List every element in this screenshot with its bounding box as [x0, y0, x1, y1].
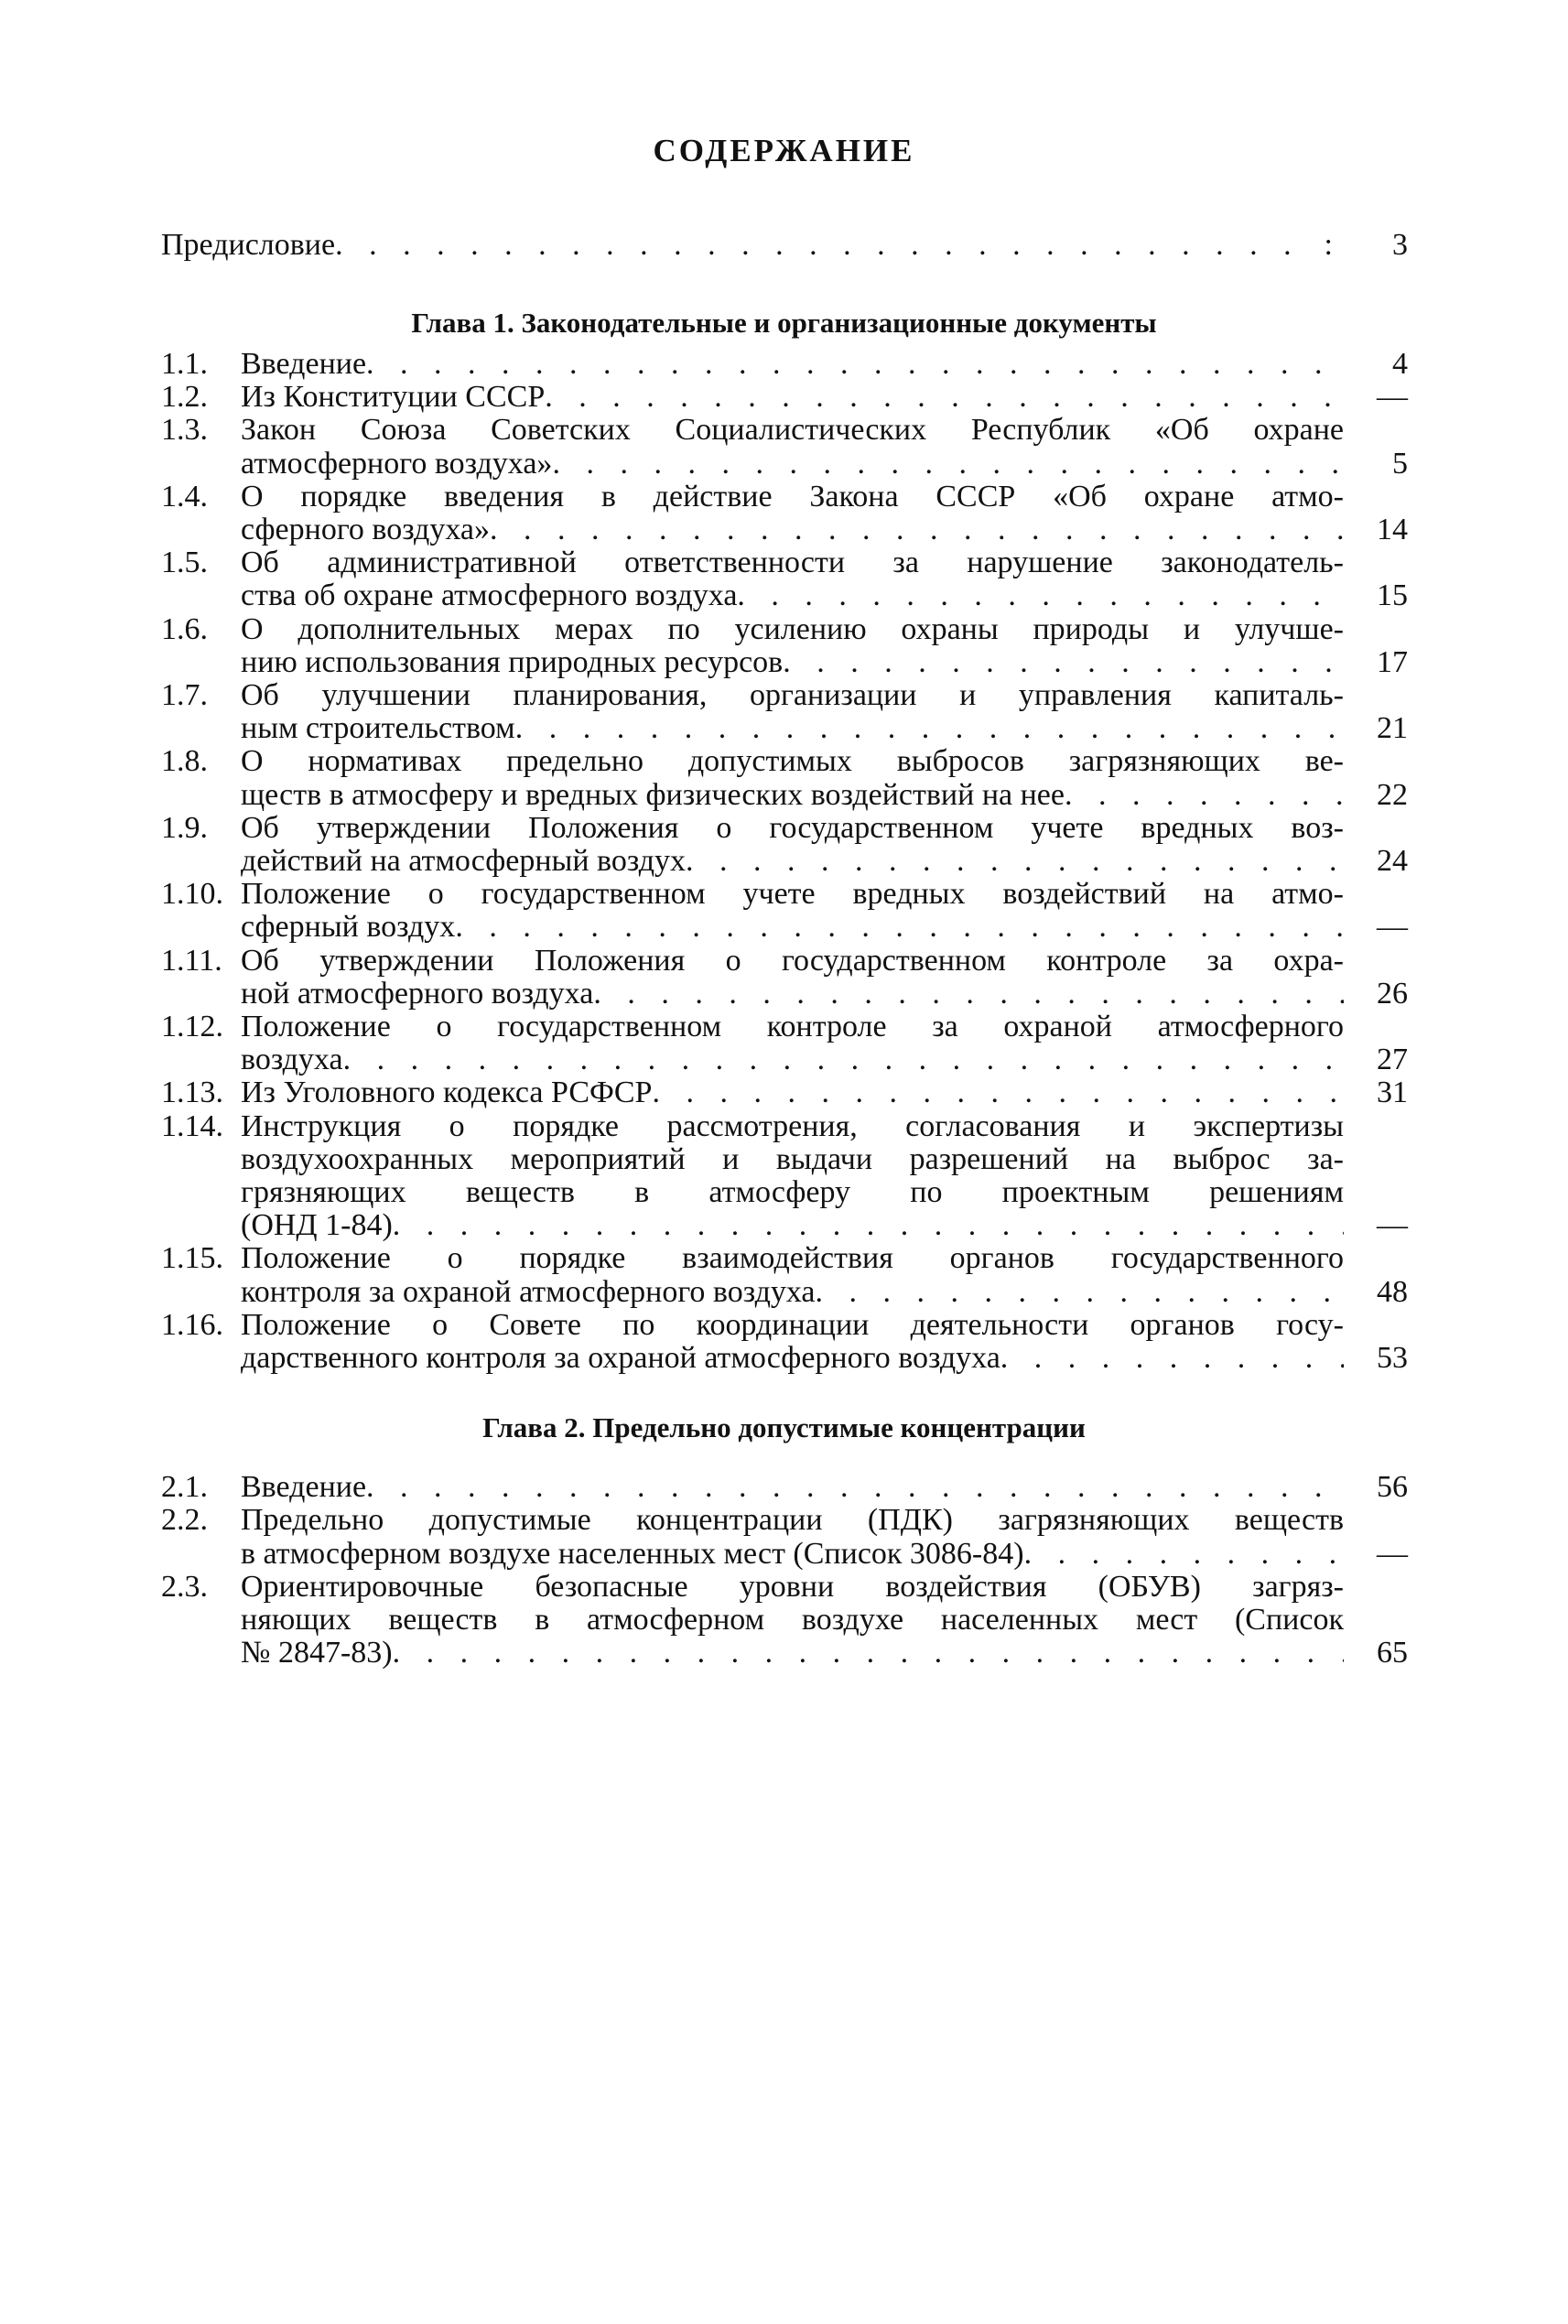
entry-text: сферный воздух: [241, 910, 456, 945]
toc-entry: [161, 878, 1408, 944]
page-number: —: [1377, 1208, 1408, 1243]
toc-entry: [161, 1504, 1408, 1570]
toc-entry: [161, 679, 1408, 745]
toc-entry: [161, 1011, 1408, 1076]
page-number: 4: [1392, 347, 1408, 381]
page-number: 24: [1377, 843, 1408, 878]
page-number: —: [1377, 1536, 1408, 1571]
page-title: СОДЕРЖАНИЕ: [653, 133, 915, 168]
entry-text: Положение о Совете по координации деятельности органов госу-: [241, 1308, 1344, 1342]
entry-text: Инструкция о порядке рассмотрения, согласования и экспертизы: [241, 1109, 1344, 1143]
page-number: —: [1377, 910, 1408, 945]
entry-number: 1.8.: [161, 744, 208, 779]
dot-leader: [366, 1471, 1344, 1504]
page-number: 22: [1377, 777, 1408, 812]
toc-entry: [161, 1076, 1408, 1109]
page-number: 21: [1377, 711, 1408, 746]
entry-text: нию использования природных ресурсов: [241, 644, 784, 679]
dot-leader: [686, 845, 1344, 878]
entry-number: 1.6.: [161, 611, 208, 646]
toc-entry: [161, 414, 1408, 480]
page-number: 27: [1377, 1043, 1408, 1077]
dot-leader: [366, 348, 1344, 381]
entry-text: няющих веществ в атмосферном воздухе населенных мест (Список: [241, 1603, 1344, 1637]
entry-text: № 2847-83): [241, 1636, 393, 1670]
toc-entry: [161, 1242, 1408, 1308]
entry-text: О нормативах предельно допустимых выбросов загрязняющих ве-: [241, 745, 1344, 779]
dot-leader: [393, 1637, 1344, 1670]
entry-text: Из Конституции СССР: [241, 380, 546, 415]
entry-number: 1.13.: [161, 1076, 223, 1110]
page-number: 31: [1377, 1076, 1408, 1110]
entry-text: ства об охране атмосферного воздуха: [241, 578, 738, 613]
entry-text: О порядке введения в действие Закона СССР «Об охране атмо-: [241, 480, 1344, 513]
dot-leader: [455, 911, 1344, 944]
dot-leader: [1024, 1538, 1344, 1571]
entry-text: воздухоохранных мероприятий и выдачи разрешений на выброс за-: [241, 1142, 1344, 1176]
dot-leader: [393, 1209, 1344, 1242]
entry-text: атмосферного воздуха»: [241, 446, 553, 481]
entry-text: грязняющих веществ в атмосферу по проектным решениям: [241, 1175, 1344, 1209]
entry-text: Предельно допустимые концентрации (ПДК) загрязняющих веществ: [241, 1504, 1344, 1538]
entry-text: контроля за охраной атмосферного воздуха: [241, 1274, 816, 1309]
entry-text: Положение о порядке взаимодействия органов государственного: [241, 1242, 1344, 1276]
entry-number: 1.16.: [161, 1307, 223, 1342]
entry-number: 1.11.: [161, 943, 222, 978]
entry-text: действий на атмосферный воздух: [241, 843, 686, 878]
entry-text: Введение: [241, 1470, 367, 1505]
entry-text: ществ в атмосферу и вредных физических воздействий на нее: [241, 777, 1065, 812]
page-number: 17: [1377, 644, 1408, 679]
entry-text: сферного воздуха»: [241, 512, 490, 546]
page-number: 5: [1392, 446, 1408, 481]
entry-text: Об улучшении планирования, организации и управления капиталь-: [241, 679, 1344, 712]
dot-leader: [737, 579, 1344, 612]
entry-number: 1.7.: [161, 678, 208, 712]
entry-number: 1.2.: [161, 380, 208, 415]
entry-text: Положение о государственном контроле за охраной атмосферного: [241, 1011, 1344, 1043]
dot-leader: [515, 712, 1344, 745]
toc-entry: [161, 1110, 1408, 1243]
entry-text: дарственного контроля за охраной атмосферного воздуха: [241, 1340, 1000, 1375]
entry-text: Об административной ответственности за нарушение законодатель-: [241, 546, 1344, 580]
dot-leader: [1065, 779, 1344, 812]
entry-number: 1.3.: [161, 413, 208, 448]
entry-number: 1.10.: [161, 877, 223, 912]
toc-entry: [161, 1309, 1408, 1375]
chapter-heading: Глава 2. Предельно допустимые концентрации: [482, 1411, 1086, 1444]
entry-number: 1.4.: [161, 479, 208, 513]
dot-leader: [593, 978, 1344, 1011]
dot-leader: [343, 1043, 1344, 1076]
preface-separator: :: [1324, 228, 1333, 262]
page-number: 14: [1377, 512, 1408, 546]
toc-entry: [161, 745, 1408, 811]
dot-leader: [816, 1276, 1344, 1309]
page-number: 26: [1377, 976, 1408, 1011]
entry-text: Введение: [241, 347, 367, 381]
dot-leader: [783, 646, 1344, 679]
entry-text: О дополнительных мерах по усилению охраны природы и улучше-: [241, 612, 1344, 646]
entry-text: Об утверждении Положения о государственном учете вредных воз-: [241, 811, 1344, 845]
chapter-heading: Глава 1. Законодательные и организационные документы: [411, 307, 1157, 339]
entry-number: 1.9.: [161, 810, 208, 845]
page-number: 15: [1377, 578, 1408, 613]
dot-leader: [1000, 1342, 1344, 1375]
entry-text: ной атмосферного воздуха: [241, 976, 594, 1011]
entry-text: Положение о государственном учете вредных воздействий на атмо-: [241, 878, 1344, 912]
toc-entry: [161, 945, 1408, 1011]
entry-number: 1.5.: [161, 546, 208, 580]
page-number: 48: [1377, 1274, 1408, 1309]
toc-entry: [161, 1571, 1408, 1670]
entry-text: (ОНД 1-84): [241, 1208, 393, 1243]
entry-number: 1.15.: [161, 1241, 223, 1276]
entry-text: Закон Союза Советских Социалистических Республик «Об охране: [241, 414, 1344, 448]
toc-entry: [161, 1471, 1408, 1504]
entry-text: ным строительством: [241, 711, 515, 746]
dot-leader: [490, 513, 1344, 546]
entry-text: в атмосферном воздухе населенных мест (Список 3086-84): [241, 1536, 1024, 1571]
entry-text: Об утверждении Положения о государственном контроле за охра-: [241, 944, 1344, 978]
entry-number: 1.12.: [161, 1010, 223, 1043]
entry-number: 2.1.: [161, 1470, 208, 1505]
entry-text: Ориентировочные безопасные уровни воздействия (ОБУВ) загряз-: [241, 1570, 1344, 1604]
preface-entry: [161, 229, 1408, 262]
toc-entry: [161, 613, 1408, 679]
toc-entry: [161, 381, 1408, 414]
entry-text: Из Уголовного кодекса РСФСР: [241, 1076, 653, 1110]
entry-number: 1.1.: [161, 347, 208, 381]
toc-entry: [161, 348, 1408, 381]
dot-leader: [552, 448, 1344, 481]
page-number: 65: [1377, 1636, 1408, 1670]
page-number: 53: [1377, 1340, 1408, 1375]
entry-text: воздуха: [241, 1043, 343, 1077]
entry-number: 2.2.: [161, 1503, 208, 1538]
dot-leader: [652, 1076, 1344, 1109]
dot-leader: [545, 381, 1344, 414]
toc-entry: [161, 812, 1408, 878]
dot-leader: [335, 229, 1313, 262]
entry-number: 2.3.: [161, 1569, 208, 1604]
toc-entry: [161, 481, 1408, 546]
entry-number: 1.14.: [161, 1108, 223, 1143]
page-number: 56: [1377, 1470, 1408, 1505]
page-number: —: [1377, 380, 1408, 415]
entry-text: Предисловие: [161, 229, 336, 262]
page-number: 3: [1392, 228, 1408, 262]
toc-entry: [161, 546, 1408, 612]
